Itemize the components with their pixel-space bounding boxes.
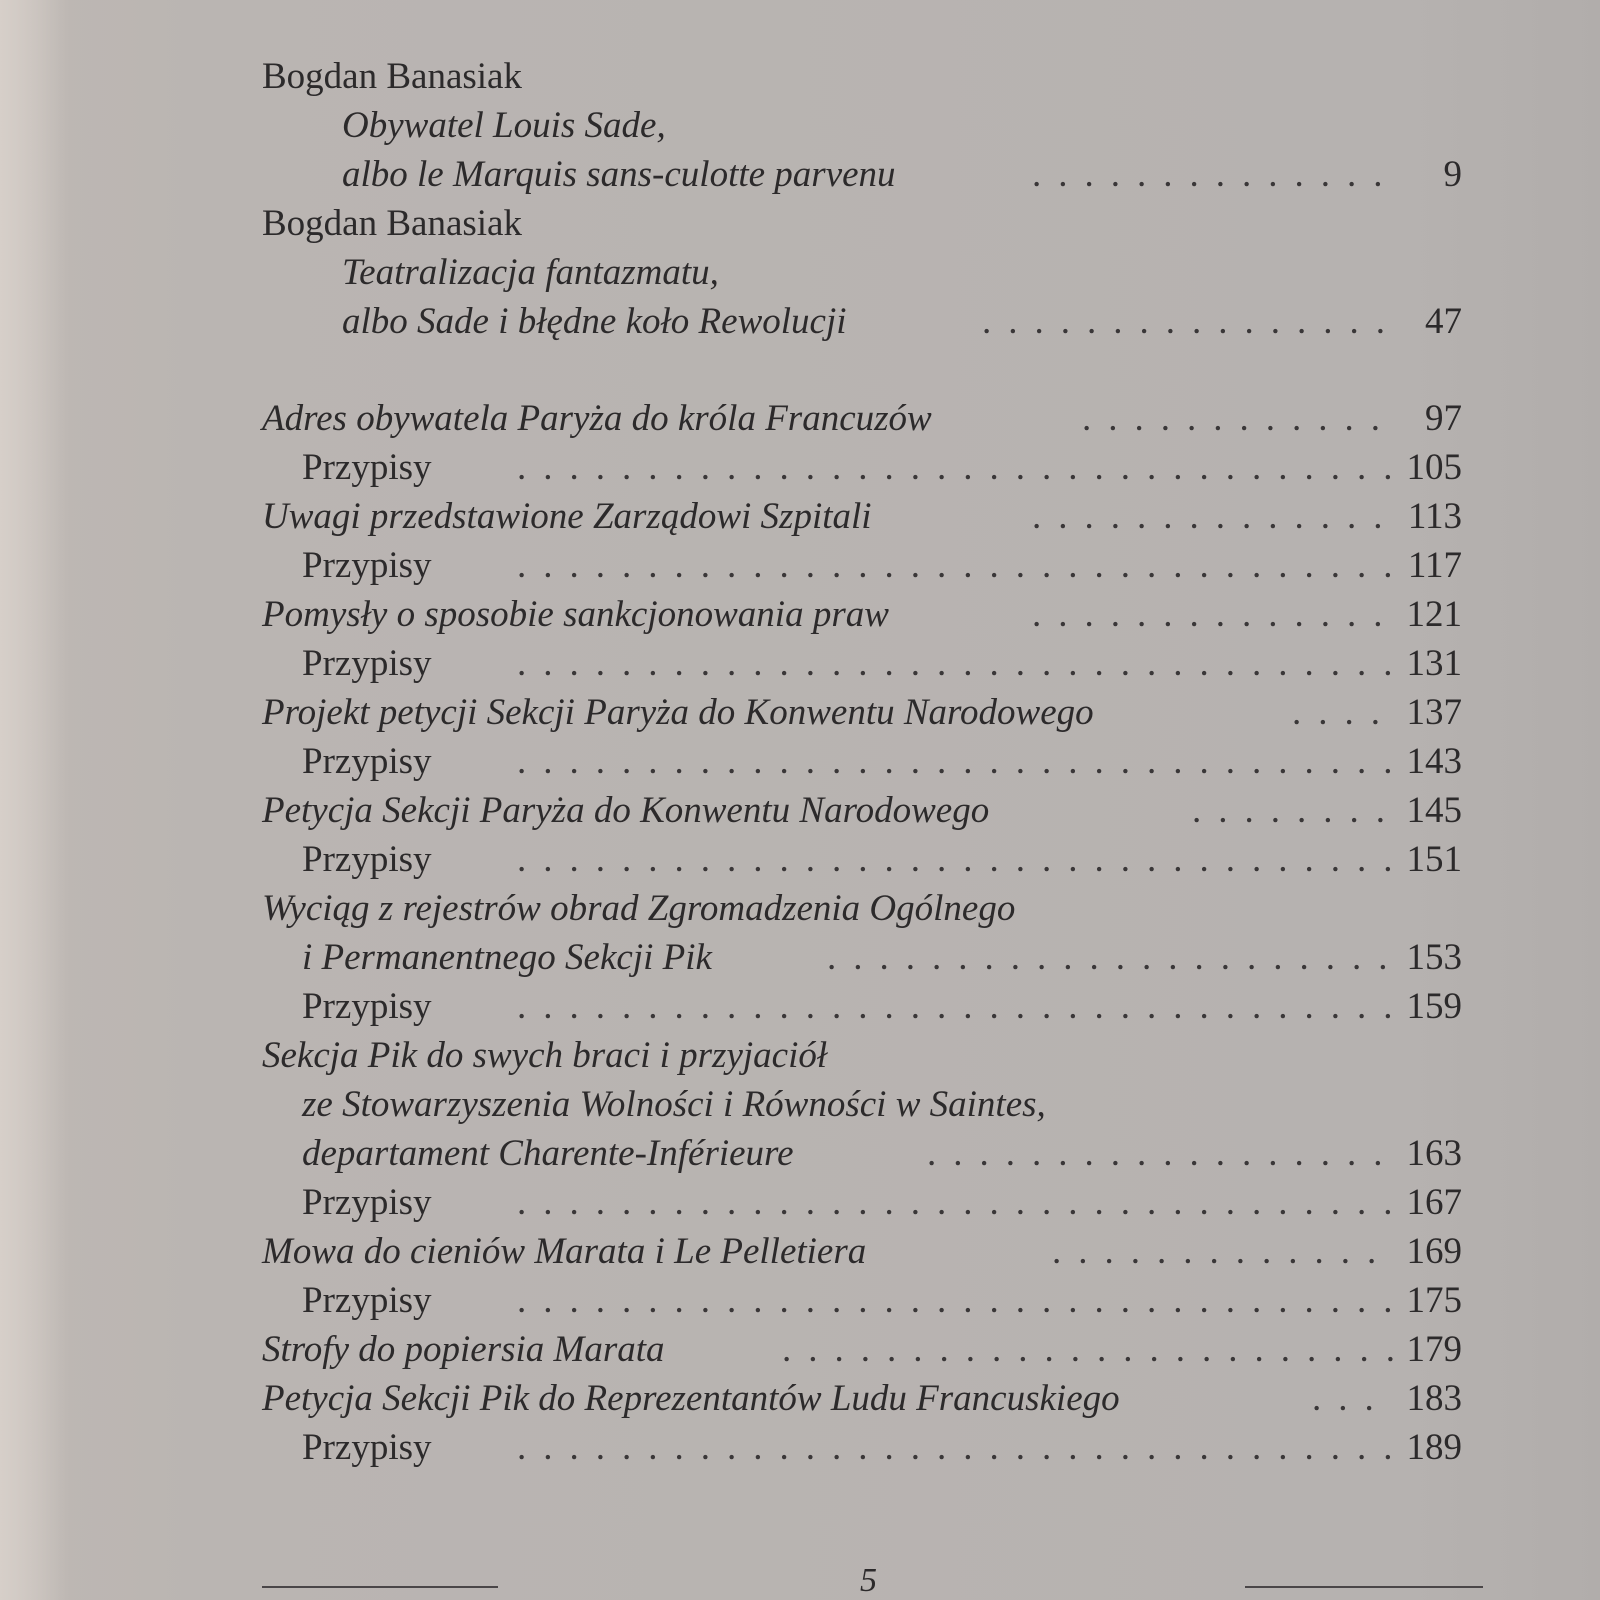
page-number: 117 — [1407, 545, 1462, 586]
essay-title-line: Teatralizacja fantazmatu, — [342, 252, 719, 293]
leader-dots: .................................. — [517, 1182, 1410, 1223]
toc-notes-row — [262, 1178, 1482, 1227]
notes-label: Przypisy — [302, 643, 432, 684]
essay-title-line: albo le Marquis sans-culotte parvenu — [342, 154, 896, 195]
page-number: 145 — [1406, 790, 1462, 831]
entry-title-line: Sekcja Pik do swych braci i przyjaciół — [262, 1035, 828, 1076]
notes-label: Przypisy — [302, 447, 432, 488]
toc-entry-row — [262, 1227, 1482, 1276]
toc-notes-row — [262, 1423, 1482, 1472]
toc-notes-row — [262, 443, 1482, 492]
leader-dots: .................................. — [517, 1427, 1410, 1468]
toc-notes-row — [262, 1276, 1482, 1325]
page-number: 97 — [1425, 398, 1462, 439]
page-number: 47 — [1425, 301, 1462, 342]
toc-essay-title-row — [262, 150, 1482, 199]
leader-dots: .................................. — [517, 447, 1410, 488]
leader-dots: ................ — [982, 301, 1402, 342]
page-number: 179 — [1406, 1329, 1462, 1370]
notes-label: Przypisy — [302, 545, 432, 586]
notes-label: Przypisy — [302, 1427, 432, 1468]
essay-author: Bogdan Banasiak — [262, 203, 522, 244]
notes-label: Przypisy — [302, 1280, 432, 1321]
page-number: 113 — [1407, 496, 1462, 537]
footer-rule-left — [262, 1586, 498, 1588]
leader-dots: ...................... — [827, 937, 1405, 978]
leader-dots: .... — [1292, 692, 1397, 733]
entry-title-line: Wyciąg z rejestrów obrad Zgromadzenia Ogólnego — [262, 888, 1016, 929]
entry-title-line: Petycja Sekcji Pik do Reprezentantów Ludu Francuskiego — [262, 1378, 1120, 1419]
toc-entry-row — [262, 590, 1482, 639]
page-number: 121 — [1406, 594, 1462, 635]
page-number: 143 — [1406, 741, 1462, 782]
page-gutter-shadow — [0, 0, 70, 1600]
toc-notes-row — [262, 982, 1482, 1031]
toc-notes-row — [262, 835, 1482, 884]
toc-essay-title-row — [262, 297, 1482, 346]
page-number: 131 — [1406, 643, 1462, 684]
toc-essay-title-row — [262, 248, 1482, 297]
leader-dots: ............. — [1052, 1231, 1394, 1272]
footer-rule-right — [1245, 1586, 1483, 1588]
toc-entry-row — [262, 394, 1482, 443]
page-number: 183 — [1406, 1378, 1462, 1419]
leader-dots: .................................. — [517, 839, 1410, 880]
page-number: 169 — [1406, 1231, 1462, 1272]
leader-dots: .............. — [1032, 496, 1400, 537]
page-number: 151 — [1406, 839, 1462, 880]
page-number: 105 — [1406, 447, 1462, 488]
folio-page-number: 5 — [860, 1562, 877, 1599]
leader-dots: ........ — [1192, 790, 1402, 831]
notes-label: Przypisy — [302, 986, 432, 1027]
notes-label: Przypisy — [302, 741, 432, 782]
toc-entry-row — [262, 492, 1482, 541]
entry-title-line: i Permanentnego Sekcji Pik — [302, 937, 712, 978]
leader-dots: .................. — [927, 1133, 1400, 1174]
page-number: 153 — [1406, 937, 1462, 978]
entry-title-line: Projekt petycji Sekcji Paryża do Konwentu Narodowego — [262, 692, 1094, 733]
leader-dots: .................................. — [517, 643, 1410, 684]
leader-dots: .................................. — [517, 986, 1410, 1027]
toc-entry-row — [262, 786, 1482, 835]
entry-title-line: Adres obywatela Paryża do króla Francuzów — [262, 398, 932, 439]
page-number: 137 — [1406, 692, 1462, 733]
toc-essay-title-row — [262, 101, 1482, 150]
leader-dots: .................................. — [517, 741, 1410, 782]
section-spacer — [262, 346, 1482, 394]
toc-entry-row — [262, 688, 1482, 737]
notes-label: Przypisy — [302, 1182, 432, 1223]
leader-dots: .............. — [1032, 154, 1400, 195]
leader-dots: ... — [1312, 1378, 1391, 1419]
notes-label: Przypisy — [302, 839, 432, 880]
entry-title-line: Strofy do popiersia Marata — [262, 1329, 665, 1370]
toc-entry-row — [262, 1129, 1482, 1178]
page-number: 175 — [1406, 1280, 1462, 1321]
entry-title-line: Uwagi przedstawione Zarządowi Szpitali — [262, 496, 872, 537]
toc-entry-row — [262, 933, 1482, 982]
page-number: 163 — [1406, 1133, 1462, 1174]
leader-dots: .............. — [1032, 594, 1400, 635]
entry-title-line: departament Charente-Inférieure — [302, 1133, 794, 1174]
toc-essay-author-row — [262, 52, 1482, 101]
toc-entry-row — [262, 884, 1482, 933]
toc-essay-author-row — [262, 199, 1482, 248]
leader-dots: ........................ — [782, 1329, 1412, 1370]
toc-entry-row — [262, 1031, 1482, 1080]
toc-notes-row — [262, 737, 1482, 786]
page-number: 167 — [1406, 1182, 1462, 1223]
page-number: 159 — [1406, 986, 1462, 1027]
toc-notes-row — [262, 639, 1482, 688]
essay-author: Bogdan Banasiak — [262, 56, 522, 97]
toc-entry-row — [262, 1080, 1482, 1129]
toc-entry-row — [262, 1325, 1482, 1374]
leader-dots: .................................. — [517, 1280, 1410, 1321]
essay-title-line: albo Sade i błędne koło Rewolucji — [342, 301, 847, 342]
entry-title-line: Petycja Sekcji Paryża do Konwentu Narodowego — [262, 790, 990, 831]
toc-entry-row — [262, 1374, 1482, 1423]
toc-notes-row — [262, 541, 1482, 590]
entry-title-line: ze Stowarzyszenia Wolności i Równości w Saintes, — [302, 1084, 1046, 1125]
essay-title-line: Obywatel Louis Sade, — [342, 105, 666, 146]
leader-dots: .................................. — [517, 545, 1410, 586]
page-number: 9 — [1443, 154, 1462, 195]
entry-title-line: Mowa do cieniów Marata i Le Pelletiera — [262, 1231, 867, 1272]
entry-title-line: Pomysły o sposobie sankcjonowania praw — [262, 594, 889, 635]
table-of-contents — [262, 52, 1482, 1472]
leader-dots: ............ — [1082, 398, 1397, 439]
page-number: 189 — [1406, 1427, 1462, 1468]
